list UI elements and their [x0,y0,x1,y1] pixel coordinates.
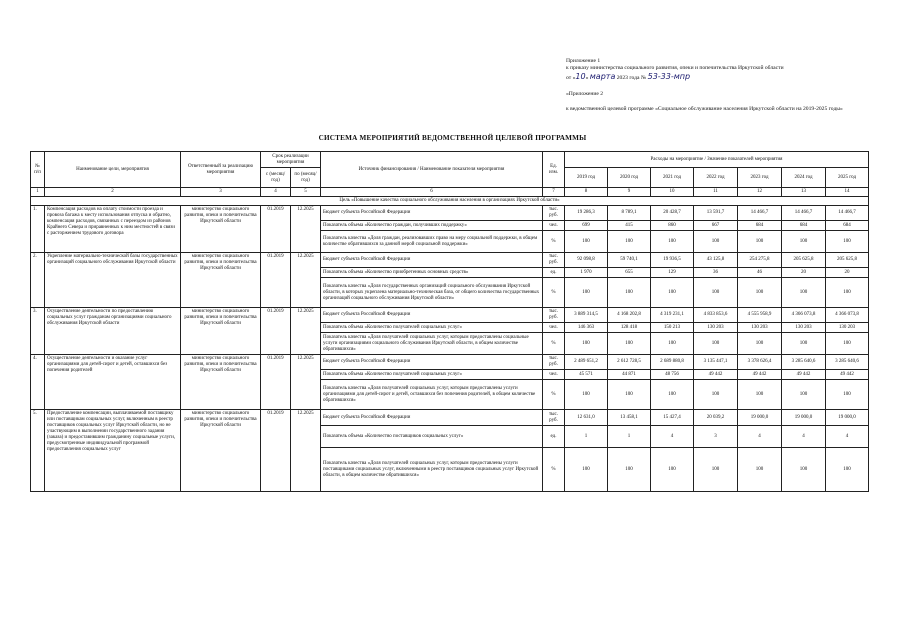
measure-responsible: министерство социального развития, опеки и попечительства Иркутской области [181,355,261,410]
indicator-value: 100 [651,231,694,253]
indicator-value: 44 871 [608,370,651,380]
column-number: 14 [826,188,869,197]
indicator-value: 46 [738,268,782,278]
measure-name: Компенсация расходов на оплату стоимости проезда и провоза багажа к месту использования отпуска и обратно, компенсация расходов, связанных с переездом из районов Крайнего Севера и приравненных к ним местностей в связи с расторжением трудового договора [45,206,181,253]
indicator-value: 100 [738,448,782,492]
document-header [566,58,886,113]
order-date-line [566,73,886,82]
indicator-value: 150 213 [651,323,694,333]
measure-responsible: министерство социального развития, опеки и попечительства Иркутской области [181,308,261,355]
column-number: 13 [782,188,826,197]
indicator-unit: чел. [543,323,565,333]
measure-from: 01.2019 [261,410,291,492]
measures-table [30,151,869,492]
header-num: № п/п [31,152,45,188]
indicator-value: 1 [565,426,608,448]
indicator-value: 43 125,8 [694,253,738,268]
indicator-value: 14 466,7 [738,206,782,221]
measure-to: 12.2025 [291,410,321,492]
indicator-value: 4 366 073,8 [826,308,869,323]
indicator-value: 860 [651,221,694,231]
indicator-unit: чел. [543,370,565,380]
indicator-value: 130 203 [694,323,738,333]
indicator-value: 2 689 880,8 [651,355,694,370]
indicator-value: 684 [782,221,826,231]
indicator-value: 4 555 958,9 [738,308,782,323]
indicator-label: Показатель качества «Доля граждан, реализовавших право на меру социальной поддержки, в общем количестве обратившихся за данной мерой социальной поддержки» [321,231,543,253]
indicator-unit: тыс. руб. [543,253,565,268]
year-text: 2023 года № [616,74,647,81]
column-number: 8 [565,188,608,197]
column-number: 11 [694,188,738,197]
table-row [31,253,869,268]
header-year: 2024 год [782,168,826,188]
indicator-value: 49 442 [694,370,738,380]
indicator-value: 14 466,7 [826,206,869,221]
header-year: 2021 год [651,168,694,188]
indicator-value: 15 427,4 [651,410,694,426]
header-responsible: Ответственный за реализацию мероприятия [181,152,261,188]
indicator-unit: тыс. руб. [543,410,565,426]
indicator-value: 2 612 728,5 [608,355,651,370]
indicator-value: 4 [738,426,782,448]
measure-name: Укрепление материально-технической базы государственных организаций социального обслуживания Иркутской области [45,253,181,308]
handwritten-month: марта [589,71,616,81]
indicator-unit: тыс. руб. [543,206,565,221]
indicator-value: 100 [826,448,869,492]
header-expenses: Расходы на мероприятие / Значение показателей мероприятия [565,152,869,168]
indicator-value: 48 756 [651,370,694,380]
indicator-label: Показатель качества «Доля получателей социальных услуг, которым предоставлены социальные услуги организациями социального обслуживания Иркутской области, в общем количестве обратившихся» [321,333,543,355]
measure-name: Осуществление деятельности и оказание услуг организациями для детей-сирот и детей, оставшихся без попечения родителей [45,355,181,410]
indicator-value: 49 442 [826,370,869,380]
indicator-value: 100 [738,333,782,355]
indicator-label: Бюджет субъекта Российской Федерации [321,308,543,323]
header-source: Источник финансирования / Наименование показателя мероприятия [321,152,543,188]
indicator-value: 100 [826,380,869,410]
indicator-value: 130 203 [826,323,869,333]
indicator-value: 3 [694,426,738,448]
indicator-unit: % [543,333,565,355]
indicator-unit: % [543,278,565,308]
indicator-value: 684 [826,221,869,231]
indicator-value: 4 [651,426,694,448]
indicator-value: 254 275,8 [738,253,782,268]
indicator-label: Бюджет субъекта Российской Федерации [321,253,543,268]
date-prefix: от « [566,74,576,81]
indicator-unit: % [543,448,565,492]
indicator-value: 4 366 073,8 [782,308,826,323]
indicator-value: 92 098,8 [565,253,608,268]
table-row [31,355,869,370]
indicator-value: 14 466,7 [782,206,826,221]
indicator-value: 4 [826,426,869,448]
measure-to: 12.2025 [291,308,321,355]
column-number: 10 [651,188,694,197]
indicator-value: 100 [608,231,651,253]
header-year: 2025 год [826,168,869,188]
indicator-value: 59 740,1 [608,253,651,268]
indicator-label: Бюджет субъекта Российской Федерации [321,206,543,221]
order-reference: к приказу министерства социального развития, опеки и попечительства Иркутской области [566,65,784,72]
indicator-value: 100 [565,448,608,492]
measure-number: 5. [31,410,45,492]
indicator-label: Показатель качества «Доля государственных организаций социального обслуживания Иркутской области, в которых укреплена материально-техническая база, от общего количества государственных организаций социального обслуживания Иркутской области» [321,278,543,308]
measure-to: 12.2025 [291,253,321,308]
indicator-value: 100 [782,333,826,355]
indicator-value: 100 [782,231,826,253]
indicator-value: 20 [782,268,826,278]
header-name: Наименование цели, мероприятия [45,152,181,188]
indicator-value: 100 [826,278,869,308]
indicator-value: 100 [694,333,738,355]
column-number: 5 [291,188,321,197]
header-unit: Ед. изм. [543,152,565,188]
indicator-value: 19 000,0 [782,410,826,426]
indicator-value: 100 [651,278,694,308]
indicator-value: 684 [738,221,782,231]
indicator-value: 3 285 640,6 [782,355,826,370]
indicator-label: Показатель объема «Количество получателей социальных услуг» [321,323,543,333]
indicator-value: 4 [782,426,826,448]
indicator-value: 100 [651,380,694,410]
indicator-value: 100 [782,448,826,492]
indicator-value: 36 [694,268,738,278]
measure-name: Осуществление деятельности по предоставлению социальных услуг гражданам организациями социального обслуживания Иркутской области [45,308,181,355]
measure-from: 01.2019 [261,253,291,308]
indicator-value: 1 970 [565,268,608,278]
handwritten-order-number: 53-33-мпр [647,71,691,81]
indicator-value: 3 285 640,6 [826,355,869,370]
header-to: по (месяц/ год) [291,168,321,188]
indicator-label: Показатель объема «Количество приобретенных основных средств» [321,268,543,278]
column-number: 4 [261,188,291,197]
indicator-label: Показатель объема «Количество получателей социальных услуг» [321,370,543,380]
table-row [31,308,869,323]
program-description: к ведомственной целевой программе «Социальное обслуживание населения Иркутской области на 2019-2025 годы» [566,105,843,112]
indicator-value: 100 [738,278,782,308]
header-year: 2023 год [738,168,782,188]
document-title: СИСТЕМА МЕРОПРИЯТИЙ ВЕДОМСТВЕННОЙ ЦЕЛЕВОЙ ПРОГРАММЫ [318,134,587,142]
header-from: с (месяц/ год) [261,168,291,188]
measure-to: 12.2025 [291,355,321,410]
indicator-unit: тыс. руб. [543,355,565,370]
indicator-value: 19 000,0 [826,410,869,426]
measure-responsible: министерство социального развития, опеки и попечительства Иркутской области [181,410,261,492]
indicator-label: Бюджет субъекта Российской Федерации [321,410,543,426]
indicator-label: Показатель качества «Доля получателей социальных услуг, которым предоставлены услуги поставщиками социальных услуг, включенными в реестр поставщиков социальных услуг Иркутской области, в общем количестве обратившихся» [321,448,543,492]
indicator-unit: тыс. руб. [543,308,565,323]
header-period: Срок реализации мероприятия [261,152,321,168]
indicator-value: 146 363 [565,323,608,333]
measure-responsible: министерство социального развития, опеки и попечительства Иркутской области [181,253,261,308]
indicator-unit: % [543,231,565,253]
indicator-value: 100 [608,278,651,308]
indicator-value: 20 039,2 [694,410,738,426]
measure-number: 4. [31,355,45,410]
date-mid: » [585,74,589,81]
indicator-label: Показатель объема «Количество поставщиков социальных услуг» [321,426,543,448]
indicator-value: 100 [694,278,738,308]
indicator-value: 655 [608,268,651,278]
indicator-unit: чел. [543,221,565,231]
indicator-value: 20 428,7 [651,206,694,221]
indicator-value: 45 571 [565,370,608,380]
indicator-value: 3 378 626,4 [738,355,782,370]
indicator-value: 129 [651,268,694,278]
handwritten-day: 10 [575,71,586,81]
indicator-value: 4 833 853,6 [694,308,738,323]
indicator-value: 130 203 [782,323,826,333]
indicator-value: 3 135 447,1 [694,355,738,370]
indicator-value: 100 [826,231,869,253]
indicator-value: 100 [694,231,738,253]
column-number: 2 [45,188,181,197]
indicator-value: 19 000,0 [738,410,782,426]
indicator-value: 100 [738,231,782,253]
indicator-value: 13 591,7 [694,206,738,221]
indicator-value: 100 [608,380,651,410]
indicator-value: 100 [608,333,651,355]
table-row [31,206,869,221]
appendix-2-label: «Приложение 2 [566,91,604,98]
indicator-value: 100 [694,448,738,492]
header-year: 2022 год [694,168,738,188]
indicator-value: 100 [826,333,869,355]
appendix-1-label: Приложение 1 [566,58,601,64]
indicator-value: 49 442 [738,370,782,380]
indicator-value: 100 [782,380,826,410]
indicator-value: 100 [738,380,782,410]
indicator-value: 415 [608,221,651,231]
indicator-value: 3 889 314,5 [565,308,608,323]
column-number: 1 [31,188,45,197]
indicator-value: 49 442 [782,370,826,380]
indicator-label: Показатель объема «Количество граждан, получивших поддержку» [321,221,543,231]
indicator-value: 100 [565,231,608,253]
indicator-value: 100 [565,380,608,410]
indicator-value: 19 286,3 [565,206,608,221]
table-row [31,410,869,426]
column-number: 6 [321,188,543,197]
indicator-unit: ед. [543,426,565,448]
indicator-label: Показатель качества «Доля получателей социальных услуг, которым предоставлены услуги организациями для детей-сирот и детей, оставшихся без попечения родителей, в общем количестве обратившихся» [321,380,543,410]
indicator-value: 4 319 231,1 [651,308,694,323]
indicator-value: 20 [826,268,869,278]
indicator-value: 100 [565,278,608,308]
indicator-unit: % [543,380,565,410]
indicator-value: 100 [651,448,694,492]
indicator-value: 100 [782,278,826,308]
column-number: 12 [738,188,782,197]
indicator-value: 12 631,0 [565,410,608,426]
indicator-value: 100 [565,333,608,355]
indicator-value: 667 [694,221,738,231]
goal-row: Цель «Повышение качества социального обслуживания населения в организациях Иркутской области» [31,197,869,206]
measure-from: 01.2019 [261,206,291,253]
measure-number: 2. [31,253,45,308]
header-year: 2019 год [565,168,608,188]
measure-number: 3. [31,308,45,355]
indicator-value: 100 [651,333,694,355]
indicator-value: 205 625,8 [782,253,826,268]
measure-from: 01.2019 [261,308,291,355]
indicator-value: 13 458,1 [608,410,651,426]
indicator-value: 699 [565,221,608,231]
indicator-unit: ед. [543,268,565,278]
measure-from: 01.2019 [261,355,291,410]
column-number: 7 [543,188,565,197]
header-year: 2020 год [608,168,651,188]
indicator-value: 19 936,5 [651,253,694,268]
indicator-label: Бюджет субъекта Российской Федерации [321,355,543,370]
indicator-value: 205 625,8 [826,253,869,268]
indicator-value: 130 203 [738,323,782,333]
measure-responsible: министерство социального развития, опеки и попечительства Иркутской области [181,206,261,253]
indicator-value: 128 418 [608,323,651,333]
measure-number: 1. [31,206,45,253]
indicator-value: 1 [608,426,651,448]
measure-to: 12.2025 [291,206,321,253]
indicator-value: 8 789,1 [608,206,651,221]
indicator-value: 100 [694,380,738,410]
measure-name: Предоставление компенсации, выплачиваемой поставщику или поставщикам социальных услуг, включенным в реестр поставщиков социальных услуг Иркутской области, но не участвующим в выполнении государственного задания (заказа) и предоставившим гражданину социальные услуги, предусмотренные индивидуальной программой предоставления социальных услуг [45,410,181,492]
column-number: 9 [608,188,651,197]
indicator-value: 4 168 202,8 [608,308,651,323]
indicator-value: 100 [608,448,651,492]
indicator-value: 2 489 651,2 [565,355,608,370]
column-number: 3 [181,188,261,197]
